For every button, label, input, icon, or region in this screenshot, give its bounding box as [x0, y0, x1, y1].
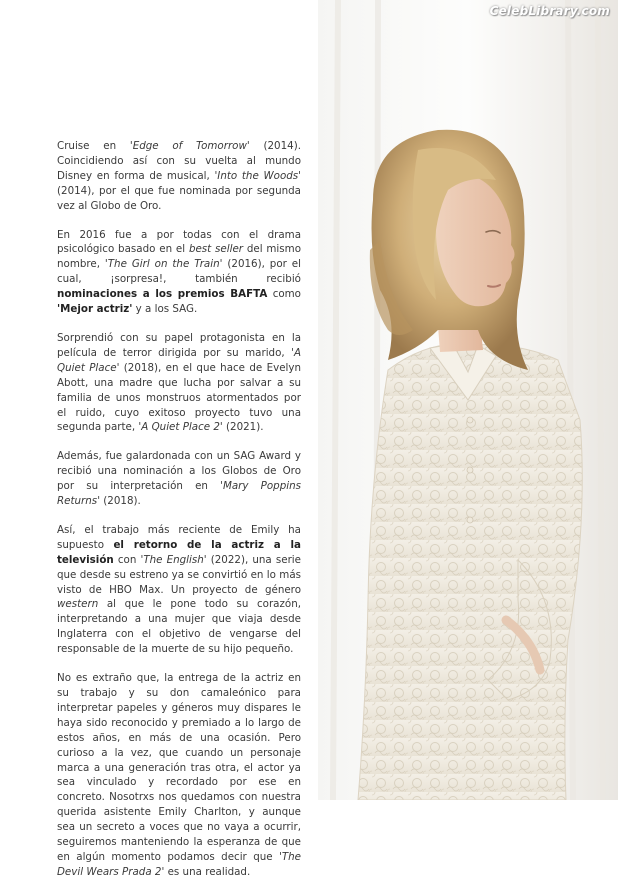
italic-title: Mary Poppins Returns [57, 480, 301, 508]
text-run: Además, fue galardonada con un SAG Award y recibió una nominación a los Globos de Oro por su interpretación en ' [57, 450, 301, 493]
text-run: con ' [113, 553, 144, 566]
article-body [57, 139, 301, 894]
article-paragraph [57, 331, 301, 435]
text-run: ' (2018). [97, 495, 141, 508]
italic-title: best seller [188, 243, 244, 256]
italic-title: A Quiet Place [57, 346, 301, 374]
text-run: y a los SAG. [132, 303, 198, 316]
italic-title: The English [143, 553, 204, 566]
text-run: del mismo nombre, ' [57, 243, 301, 271]
text-run: ' (2022), una serie que desde su estreno ya se convirtió en lo más visto de HBO Max. Un proyecto de género [57, 553, 301, 596]
watermark: CelebLibrary.com [489, 4, 610, 18]
article-paragraph [57, 523, 301, 657]
text-run: ' (2018), en el que hace de Evelyn Abott, una madre que lucha por salvar a su familia de unos monstruos atormentados por el ruido, cuyo exitoso proyecto tuvo una segunda parte, ' [57, 361, 302, 434]
text-run: No es extraño que, la entrega de la actriz en su trabajo y su don camaleónico para interpretar papeles y géneros muy dispares le haya sido reconocido y premiado a lo largo de estos años, en más de una ocasión. Pero curioso a la vez, que cuando un personaje marca a una generación tras otra, el actor ya sea vinculado y recordado por ese en concreto. Nosotrxs nos quedamos con nuestra querida asistente Emily Charlton, y aunque sea un secreto a voces que no vaya a ocurrir, seguiremos manteniendo la esperanza de que en algún momento podamos decir que ' [57, 672, 301, 863]
text-run: Sorprendió con su papel protagonista en la película de terror dirigida por su marido, ' [57, 331, 301, 359]
italic-title: Edge of Tomorrow [132, 140, 247, 152]
text-run: ' es una realidad. [161, 865, 251, 878]
bold-text: el retorno de la actriz a la televisión [57, 538, 301, 566]
text-run: al que le pone todo su corazón, interpretando a una mujer que viaja desde Inglaterra con el objetivo de vengarse del responsable de la muerte de su hijo pequeño. [57, 598, 301, 656]
text-run: ' (2014), por el que fue nominada por segunda vez al Globo de Oro. [57, 169, 301, 212]
portrait-illustration [318, 0, 618, 800]
text-run: ' (2021). [219, 421, 264, 434]
article-paragraph [57, 228, 301, 317]
text-run: ' (2016), por el cual, ¡sorpresa!, también recibió [57, 258, 301, 286]
text-run: Así, el trabajo más reciente de Emily ha supuesto [57, 523, 301, 551]
text-run: ' (2014). Coincidiendo así con su vuelta al mundo Disney en forma de musical, ' [57, 140, 302, 182]
bold-text: nominaciones a los premios BAFTA [57, 288, 268, 301]
italic-title: Into the Woods [217, 169, 299, 182]
italic-title: western [57, 598, 99, 611]
bold-text: 'Mejor actriz' [57, 303, 133, 316]
italic-title: The Devil Wears Prada 2 [57, 850, 301, 878]
portrait-photo [318, 0, 618, 800]
article-paragraph [57, 671, 301, 880]
italic-title: A Quiet Place 2 [141, 421, 220, 434]
text-run: En 2016 fue a por todas con el drama psicológico basado en el [57, 228, 301, 256]
text-run: como [267, 288, 301, 301]
article-paragraph [57, 139, 301, 214]
article-paragraph [57, 449, 301, 509]
text-run: Cruise en ' [57, 140, 133, 152]
italic-title: The Girl on the Train [107, 258, 220, 271]
